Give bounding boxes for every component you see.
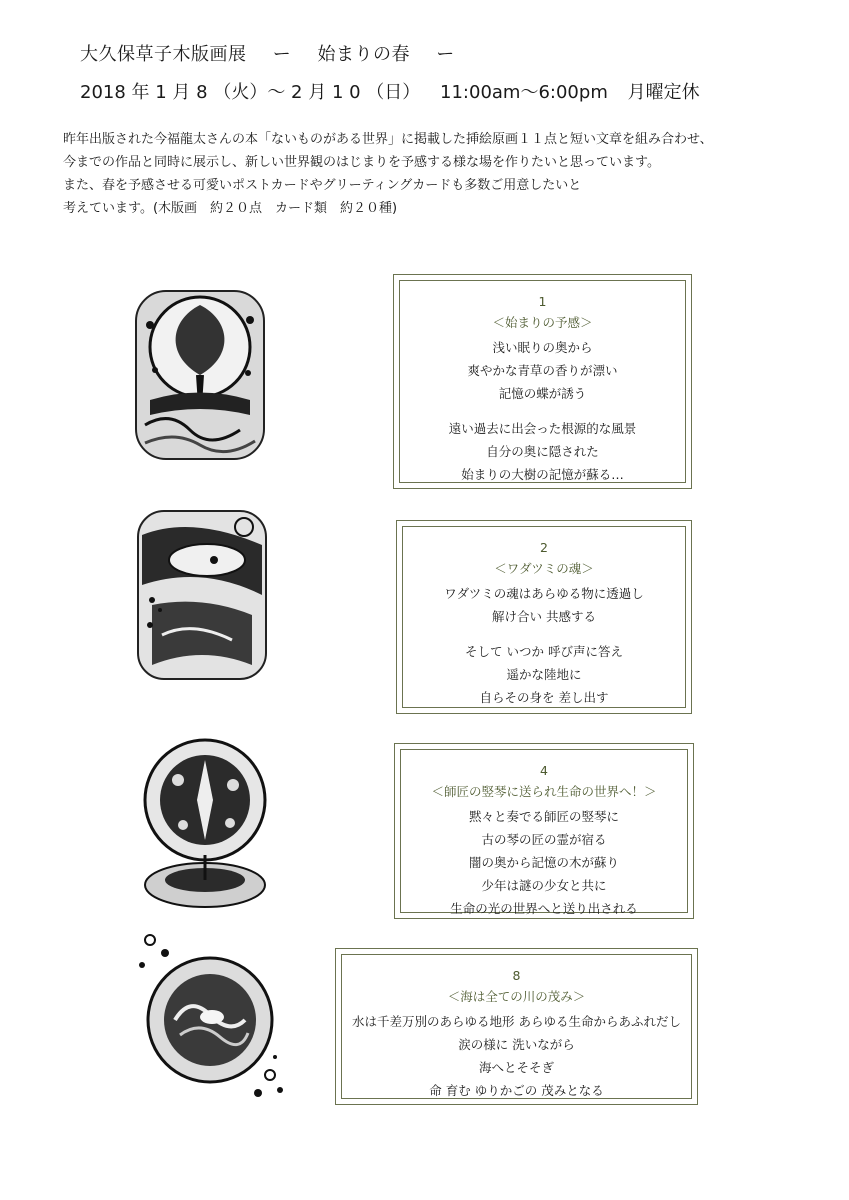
intro-line: 今までの作品と同時に展示し、新しい世界観のはじまりを予感する様な場を作りたいと思っています。: [63, 155, 660, 170]
poem-line: 闇の奥から記憶の木が蘇り: [468, 855, 619, 870]
title-text: 大久保草子木版画展: [80, 44, 247, 65]
exhibition-dates: [80, 78, 714, 104]
poem-line: ワダツミの魂はあらゆる物に透過し: [444, 586, 644, 601]
poem-line: 水は千差万別のあらゆる地形 あらゆる生命からあふれだし: [352, 1014, 681, 1029]
poem-line: 遠い過去に出会った根源的な風景: [448, 421, 637, 436]
work-title: ＜始まりの予感＞: [492, 315, 593, 330]
intro-line: 昨年出版された今福龍太さんの本「ないものがある世界」に掲載した挿絵原画１１点と短い文章を組み合わせ、: [63, 132, 713, 147]
work-number: 1: [538, 294, 547, 309]
poem-line: そして いつか 呼び声に答え: [465, 644, 623, 659]
woodcut-whale-artwork: [132, 505, 272, 685]
work-number: 8: [512, 968, 521, 983]
date-range: 2018 年 1 月 8 （火）〜 2 月 1 0 （日）: [80, 82, 421, 103]
poem-line: 黙々と奏でる師匠の竪琴に: [468, 809, 619, 824]
exhibition-title: [80, 40, 475, 66]
work-panel-2: [396, 520, 692, 714]
poem-line: 海へとそそぎ: [478, 1060, 554, 1075]
title-dash: ー: [436, 44, 455, 65]
woodcut-harp-artwork: [138, 735, 273, 915]
intro-line: また、春を予感させる可愛いポストカードやグリーティングカードも多数ご用意したいと: [63, 178, 582, 193]
poem-line: 遥かな陸地に: [506, 667, 582, 682]
work-title: ＜海は全ての川の茂み＞: [447, 989, 586, 1004]
intro-line: 考えています。(木版画 約２０点 カード類 約２０種): [63, 201, 398, 216]
work-panel-4: [394, 743, 694, 919]
intro-paragraph: [63, 128, 823, 220]
panel-frame: [341, 954, 692, 1099]
poem-line: 記憶の蝶が誘う: [498, 386, 587, 401]
woodcut-sea-artwork: [130, 925, 290, 1105]
poem-line: 解け合い 共感する: [492, 609, 596, 624]
poem-line: 始まりの大樹の記憶が蘇る…: [461, 467, 624, 482]
work-number: 4: [540, 763, 548, 778]
poem-line: 浅い眠りの奥から: [492, 340, 593, 355]
title-dash: ー: [272, 44, 292, 65]
work-panel-8: [335, 948, 698, 1105]
work-title: ＜ワダツミの魂＞: [494, 561, 594, 576]
work-title: ＜師匠の竪琴に送られ生命の世界へ！＞: [431, 784, 657, 799]
panel-frame: [402, 526, 686, 708]
work-number: 2: [540, 540, 548, 555]
opening-hours: 11:00am〜6:00pm: [440, 82, 608, 103]
work-panel-1: [393, 274, 692, 489]
poem-line: 少年は謎の少女と共に: [481, 878, 607, 893]
poem-line: 自分の奥に隠された: [486, 444, 599, 459]
poem-line: 涙の様に 洗いながら: [458, 1037, 575, 1052]
title-theme: 始まりの春: [317, 44, 410, 65]
poem-line: 自らその身を 差し出す: [479, 690, 609, 705]
panel-frame: [400, 749, 688, 916]
woodcut-tree-artwork: [130, 285, 270, 465]
poem-line: 生命の光の世界へと送り出される: [450, 901, 638, 916]
poem-line: 古の琴の匠の霊が宿る: [481, 832, 607, 847]
panel-frame: [399, 280, 686, 483]
poem-line: 爽やかな青草の香りが漂い: [467, 363, 618, 378]
poem-line: 命 育む ゆりかごの 茂みとなる: [429, 1083, 604, 1098]
closed-day: 月曜定休: [627, 82, 700, 103]
